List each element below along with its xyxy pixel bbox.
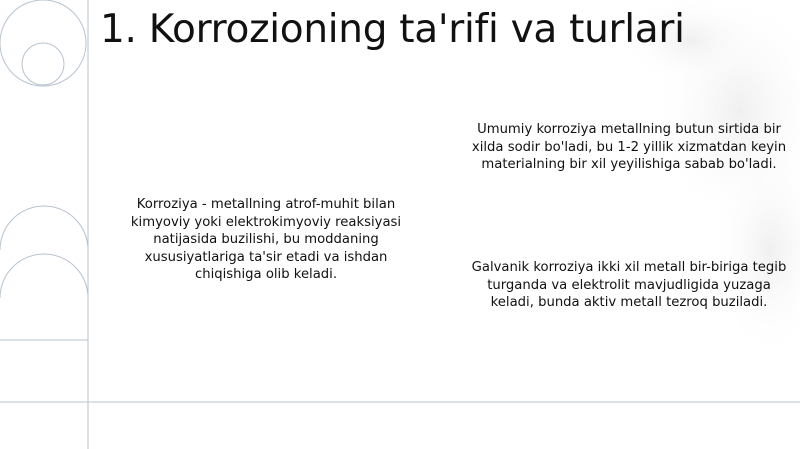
slide-title: 1. Korrozioning ta'rifi va turlari (100, 7, 685, 52)
galvanic-corrosion-text: Galvanik korroziya ikki xil metall bir-biriga tegib turganda va elektrolit mavjudligida yuzaga keladi, bunda aktiv metall tezroq buziladi. (471, 260, 787, 310)
corrosion-definition-text: Korroziya - metallning atrof-muhit bilan kimyoviy yoki elektrokimyoviy reaksiyasi natijasida buzilishi, bu moddaning xususiyatlariga ta'sir etadi va ishdan chiqishiga olib keladi. (130, 197, 402, 282)
general-corrosion-text: Umumiy korroziya metallning butun sirtida bir xilda sodir bo'ladi, bu 1-2 yillik xizmatdan keyin materialning bir xil yeyilishiga sabab bo'ladi. (471, 122, 787, 172)
